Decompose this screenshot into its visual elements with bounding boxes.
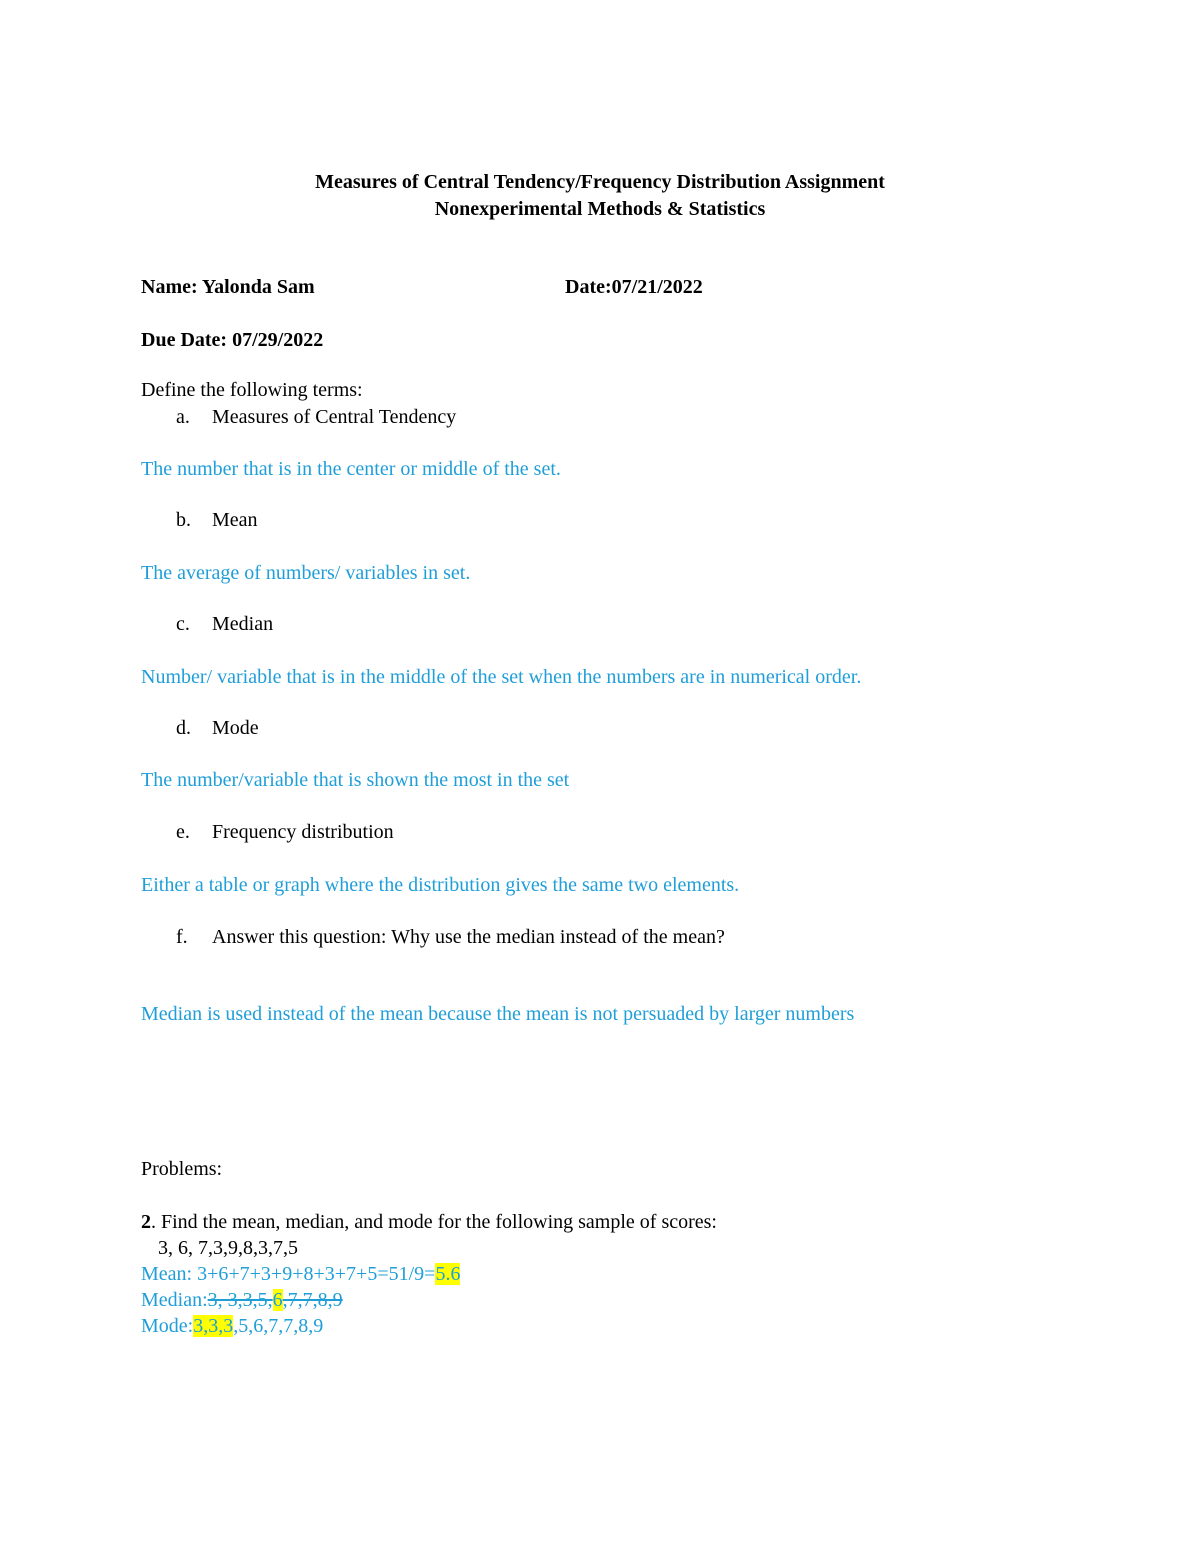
mode-label: Mode: xyxy=(141,1315,194,1337)
term-answer: The number/variable that is shown the most in the set xyxy=(141,769,570,791)
median-answer xyxy=(141,1288,343,1312)
term-item xyxy=(176,716,259,740)
due-date: Due Date: 07/29/2022 xyxy=(141,329,324,351)
term-label: Mode xyxy=(212,717,259,739)
median-label: Median: xyxy=(141,1289,208,1311)
term-item xyxy=(176,405,456,429)
term-answer: Median is used instead of the mean because the mean is not persuaded by larger numbers xyxy=(141,1003,855,1025)
term-answer: Number/ variable that is in the middle of the set when the numbers are in numerical order. xyxy=(141,666,862,688)
define-intro: Define the following terms: xyxy=(141,379,363,401)
submission-date: Date:07/21/2022 xyxy=(565,276,703,298)
median-result: 6 xyxy=(272,1289,283,1311)
mean-answer xyxy=(141,1262,460,1286)
term-marker: e. xyxy=(176,821,190,843)
document-title: Measures of Central Tendency/Frequency Distribution Assignment xyxy=(315,171,885,193)
term-answer: Either a table or graph where the distribution gives the same two elements. xyxy=(141,874,740,896)
mode-answer xyxy=(141,1314,323,1338)
term-label: Measures of Central Tendency xyxy=(212,406,457,428)
term-marker: b. xyxy=(176,509,191,531)
mode-rest: ,5,6,7,7,8,9 xyxy=(233,1315,324,1337)
term-label: Mean xyxy=(212,509,258,531)
document-subtitle: Nonexperimental Methods & Statistics xyxy=(434,198,766,220)
mean-work: Mean: 3+6+7+3+9+8+3+7+5=51/9= xyxy=(141,1263,436,1285)
sample-scores: 3, 6, 7,3,9,8,3,7,5 xyxy=(158,1237,298,1259)
term-marker: d. xyxy=(176,717,191,739)
term-label: Median xyxy=(212,613,274,635)
term-answer: The number that is in the center or middle of the set. xyxy=(141,458,561,480)
term-item xyxy=(176,612,273,636)
term-marker: c. xyxy=(176,613,190,635)
median-struck-upper: ,7,7,8,9 xyxy=(282,1289,343,1311)
term-answer: The average of numbers/ variables in set. xyxy=(141,562,471,584)
student-name: Name: Yalonda Sam xyxy=(141,276,315,298)
problem-number: 2 xyxy=(141,1211,151,1233)
problem-2-question xyxy=(141,1210,717,1234)
term-label: Frequency distribution xyxy=(212,821,394,843)
mean-result: 5.6 xyxy=(435,1263,461,1285)
term-label: Answer this question: Why use the median instead of the mean? xyxy=(212,926,725,948)
problem-text: . Find the mean, median, and mode for the following sample of scores: xyxy=(151,1211,717,1233)
term-item xyxy=(176,925,725,949)
term-item xyxy=(176,508,258,532)
term-marker: a. xyxy=(176,406,190,428)
term-marker: f. xyxy=(176,926,188,948)
term-item xyxy=(176,820,394,844)
problems-heading: Problems: xyxy=(141,1158,223,1180)
mode-result: 3,3,3 xyxy=(193,1315,234,1337)
median-struck-lower: 3, 3,3,5, xyxy=(207,1289,273,1311)
